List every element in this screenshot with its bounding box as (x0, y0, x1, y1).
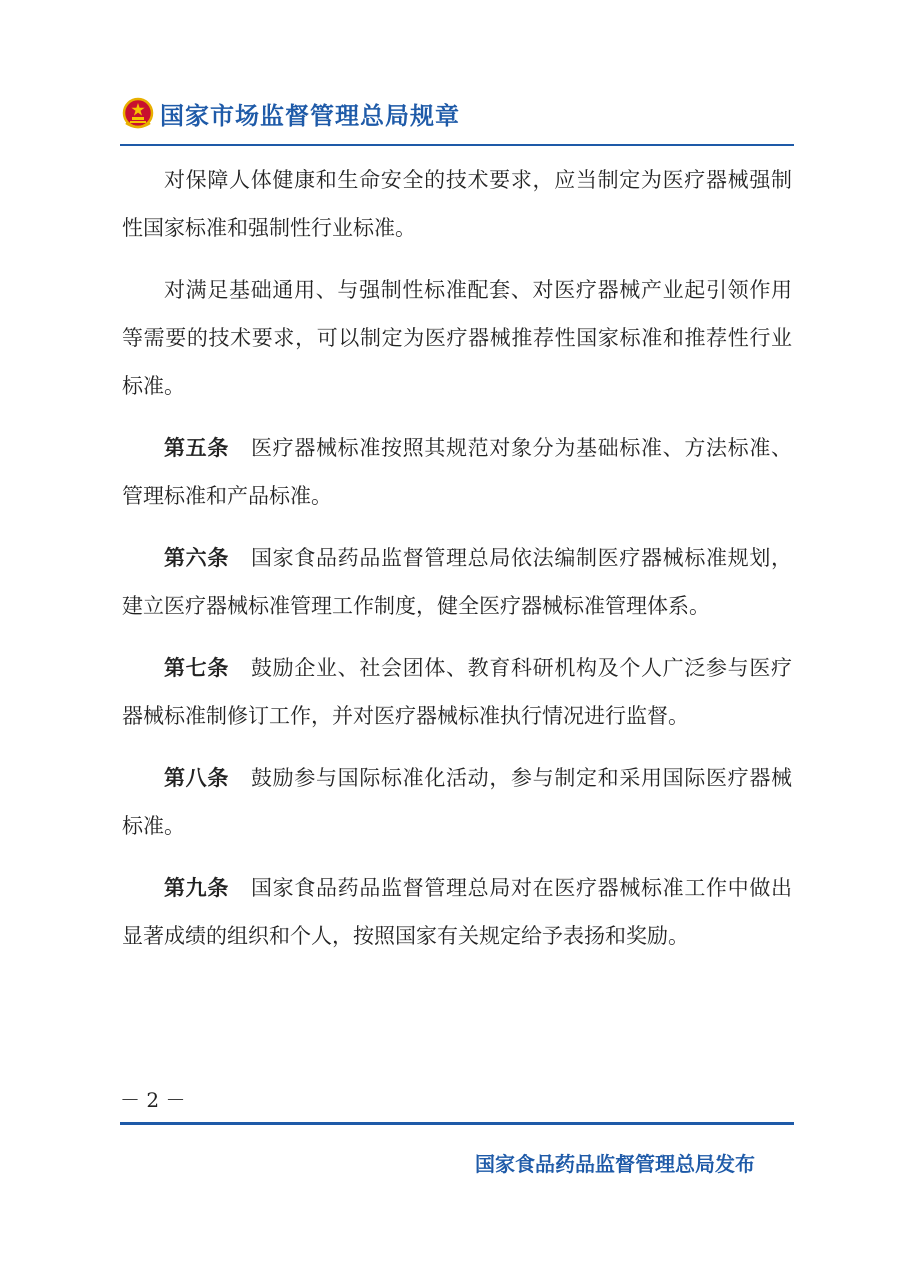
document-body (122, 156, 792, 974)
article-number: 第七条 (164, 656, 229, 680)
article-number: 第八条 (164, 766, 229, 790)
article-text: 国家食品药品监督管理总局依法编制医疗器械标准规划，建立医疗器械标准管理工作制度，健全医疗器械标准管理体系。 (122, 546, 792, 618)
article-6 (122, 534, 792, 630)
article-text: 鼓励参与国际标准化活动，参与制定和采用国际医疗器械标准。 (122, 766, 792, 838)
article-8 (122, 754, 792, 850)
article-number: 第五条 (164, 436, 229, 460)
article-number: 第九条 (164, 876, 229, 900)
footer-divider (120, 1122, 794, 1125)
paragraph-text: 对满足基础通用、与强制性标准配套、对医疗器械产业起引领作用等需要的技术要求，可以制定为医疗器械推荐性国家标准和推荐性行业标准。 (122, 278, 792, 398)
paragraph (122, 266, 792, 410)
article-5 (122, 424, 792, 520)
national-emblem-icon (122, 97, 154, 131)
page-header (122, 96, 460, 131)
paragraph-text: 对保障人体健康和生命安全的技术要求，应当制定为医疗器械强制性国家标准和强制性行业标准。 (122, 168, 792, 240)
article-text: 国家食品药品监督管理总局对在医疗器械标准工作中做出显著成绩的组织和个人，按照国家有关规定给予表扬和奖励。 (122, 876, 792, 948)
article-7 (122, 644, 792, 740)
paragraph (122, 156, 792, 252)
footer-publisher: 国家食品药品监督管理总局发布 (475, 1152, 755, 1176)
article-text: 医疗器械标准按照其规范对象分为基础标准、方法标准、管理标准和产品标准。 (122, 436, 792, 508)
header-divider (120, 144, 794, 146)
article-text: 鼓励企业、社会团体、教育科研机构及个人广泛参与医疗器械标准制修订工作，并对医疗器械标准执行情况进行监督。 (122, 656, 792, 728)
header-title: 国家市场监督管理总局规章 (160, 102, 460, 130)
article-number: 第六条 (164, 546, 229, 570)
page-number: － 2 － (120, 1088, 186, 1112)
article-9 (122, 864, 792, 960)
